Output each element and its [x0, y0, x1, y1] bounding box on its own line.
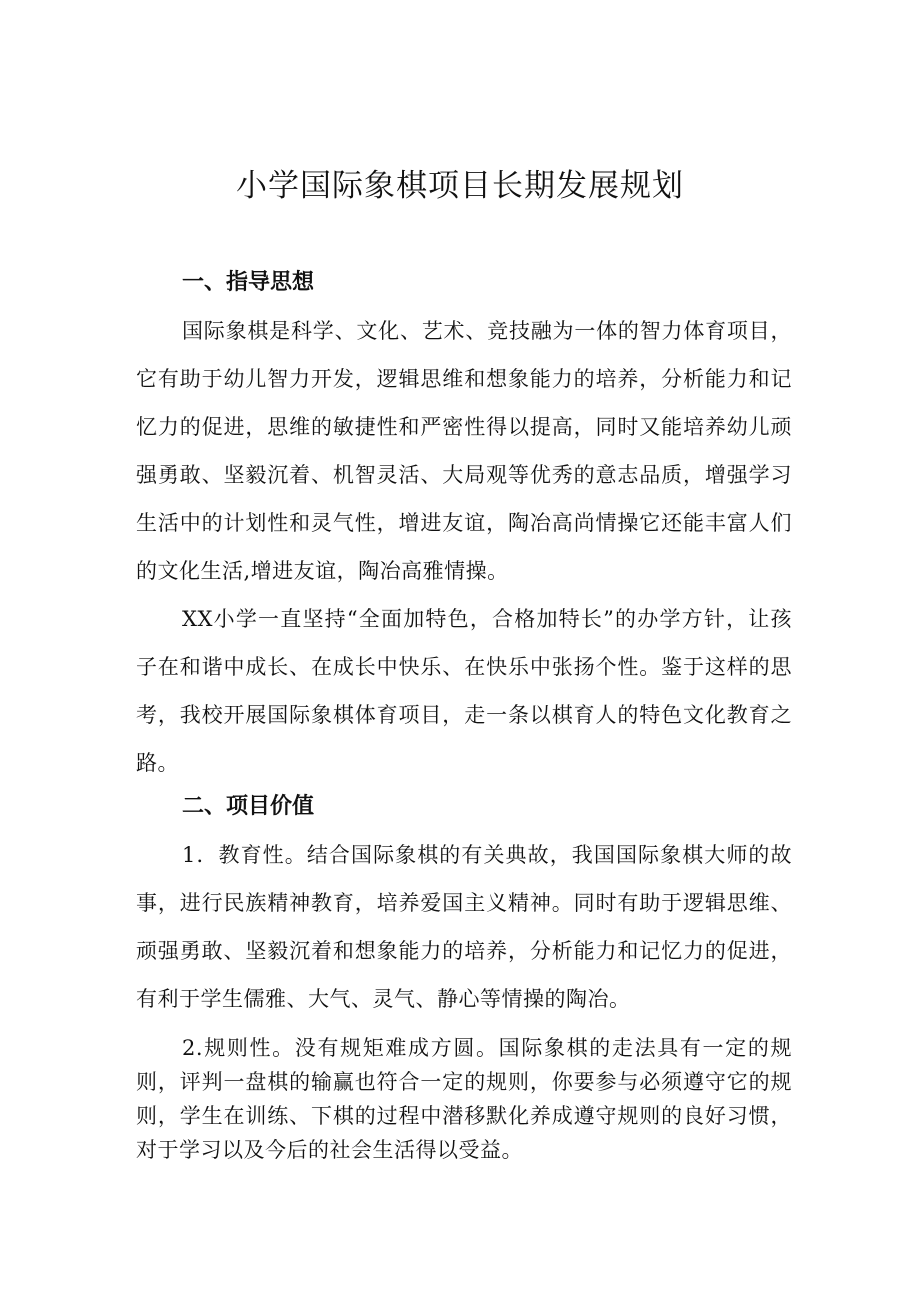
- paragraph: 2.规则性。没有规矩难成方圆。国际象棋的走法具有一定的规则，评判一盘棋的输赢也符合一定的规则，你要参与必须遵守它的规则，学生在训练、下棋的过程中潜移默化养成遵守规则的良好习惯，对于学习以及今后的社会生活得以受益。: [136, 1036, 792, 1162]
- section-heading: 一、指导思想: [182, 270, 315, 295]
- section-guiding-ideology: [136, 259, 792, 787]
- paragraph: XX小学一直坚持“全面加特色，合格加特长”的办学方针，让孩子在和谐中成长、在成长中快乐、在快乐中张扬个性。鉴于这样的思考，我校开展国际象棋体育项目，走一条以棋育人的特色文化教育之路。: [136, 607, 792, 775]
- section-heading: 二、项目价值: [182, 794, 315, 819]
- document-title: 小学国际象棋项目长期发展规划: [236, 168, 684, 204]
- paragraph: 1．教育性。结合国际象棋的有关典故，我国国际象棋大师的故事，进行民族精神教育，培养爱国主义精神。同时有助于逻辑思维、顽强勇敢、坚毅沉着和想象能力的培养，分析能力和记忆力的促进，有利于学生儒雅、大气、灵气、静心等情操的陶冶。: [136, 843, 792, 1011]
- section-project-value: [136, 783, 792, 1167]
- paragraph: 国际象棋是科学、文化、艺术、竞技融为一体的智力体育项目，它有助于幼儿智力开发，逻辑思维和想象能力的培养，分析能力和记忆力的促进，思维的敏捷性和严密性得以提高，同时又能培养幼儿顽强勇敢、坚毅沉着、机智灵活、大局观等优秀的意志品质，增强学习生活中的计划性和灵气性，增进友谊，陶冶高尚情操它还能丰富人们的文化生活,增进友谊，陶冶高雅情操。: [136, 319, 792, 583]
